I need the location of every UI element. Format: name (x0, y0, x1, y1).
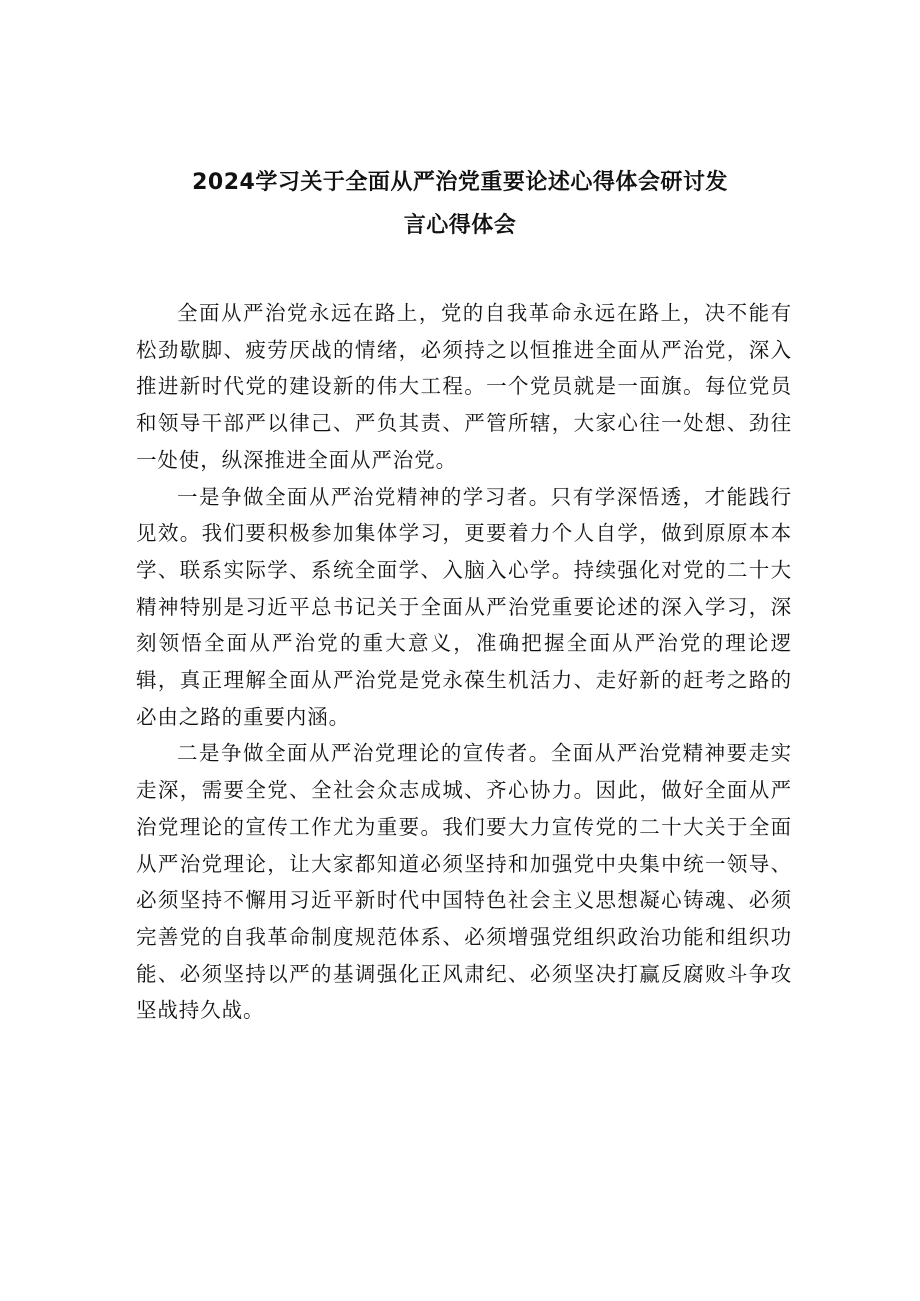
paragraph-intro: 全面从严治党永远在路上，党的自我革命永远在路上，决不能有松劲歇脚、疲劳厌战的情绪，必须持之以恒推进全面从严治党，深入推进新时代党的建设新的伟大工程。一个党员就是一面旗。每位党员和领导干部严以律己、严负其责、严管所辖，大家心往一处想、劲往一处使，纵深推进全面从严治党。 (136, 301, 792, 472)
document-body (136, 295, 792, 1029)
paragraph-promoter: 二是争做全面从严治党理论的宣传者。全面从严治党精神要走实走深，需要全党、全社会众志成城、齐心协力。因此，做好全面从严治党理论的宣传工作尤为重要。我们要大力宣传党的二十大关于全面从严治党理论，让大家都知道必须坚持和加强党中央集中统一领导、必须坚持不懈用习近平新时代中国特色社会主义思想凝心铸魂、必须完善党的自我革命制度规范体系、必须增强党组织政治功能和组织功能、必须坚持以严的基调强化正风肃纪、必须坚决打赢反腐败斗争攻坚战持久战。 (136, 741, 792, 1023)
document-title-line-2: 言心得体会 (403, 213, 517, 238)
document-title-line-1: 2024学习关于全面从严治党重要论述心得体会研讨发 (192, 170, 728, 195)
paragraph-learner: 一是争做全面从严治党精神的学习者。只有学深悟透，才能践行见效。我们要积极参加集体学习，更要着力个人自学，做到原原本本学、联系实际学、系统全面学、入脑入心学。持续强化对党的二十大精神特别是习近平总书记关于全面从严治党重要论述的深入学习，深刻领悟全面从严治党的重大意义，准确把握全面从严治党的理论逻辑，真正理解全面从严治党是党永葆生机活力、走好新的赶考之路的必由之路的重要内涵。 (136, 484, 792, 729)
